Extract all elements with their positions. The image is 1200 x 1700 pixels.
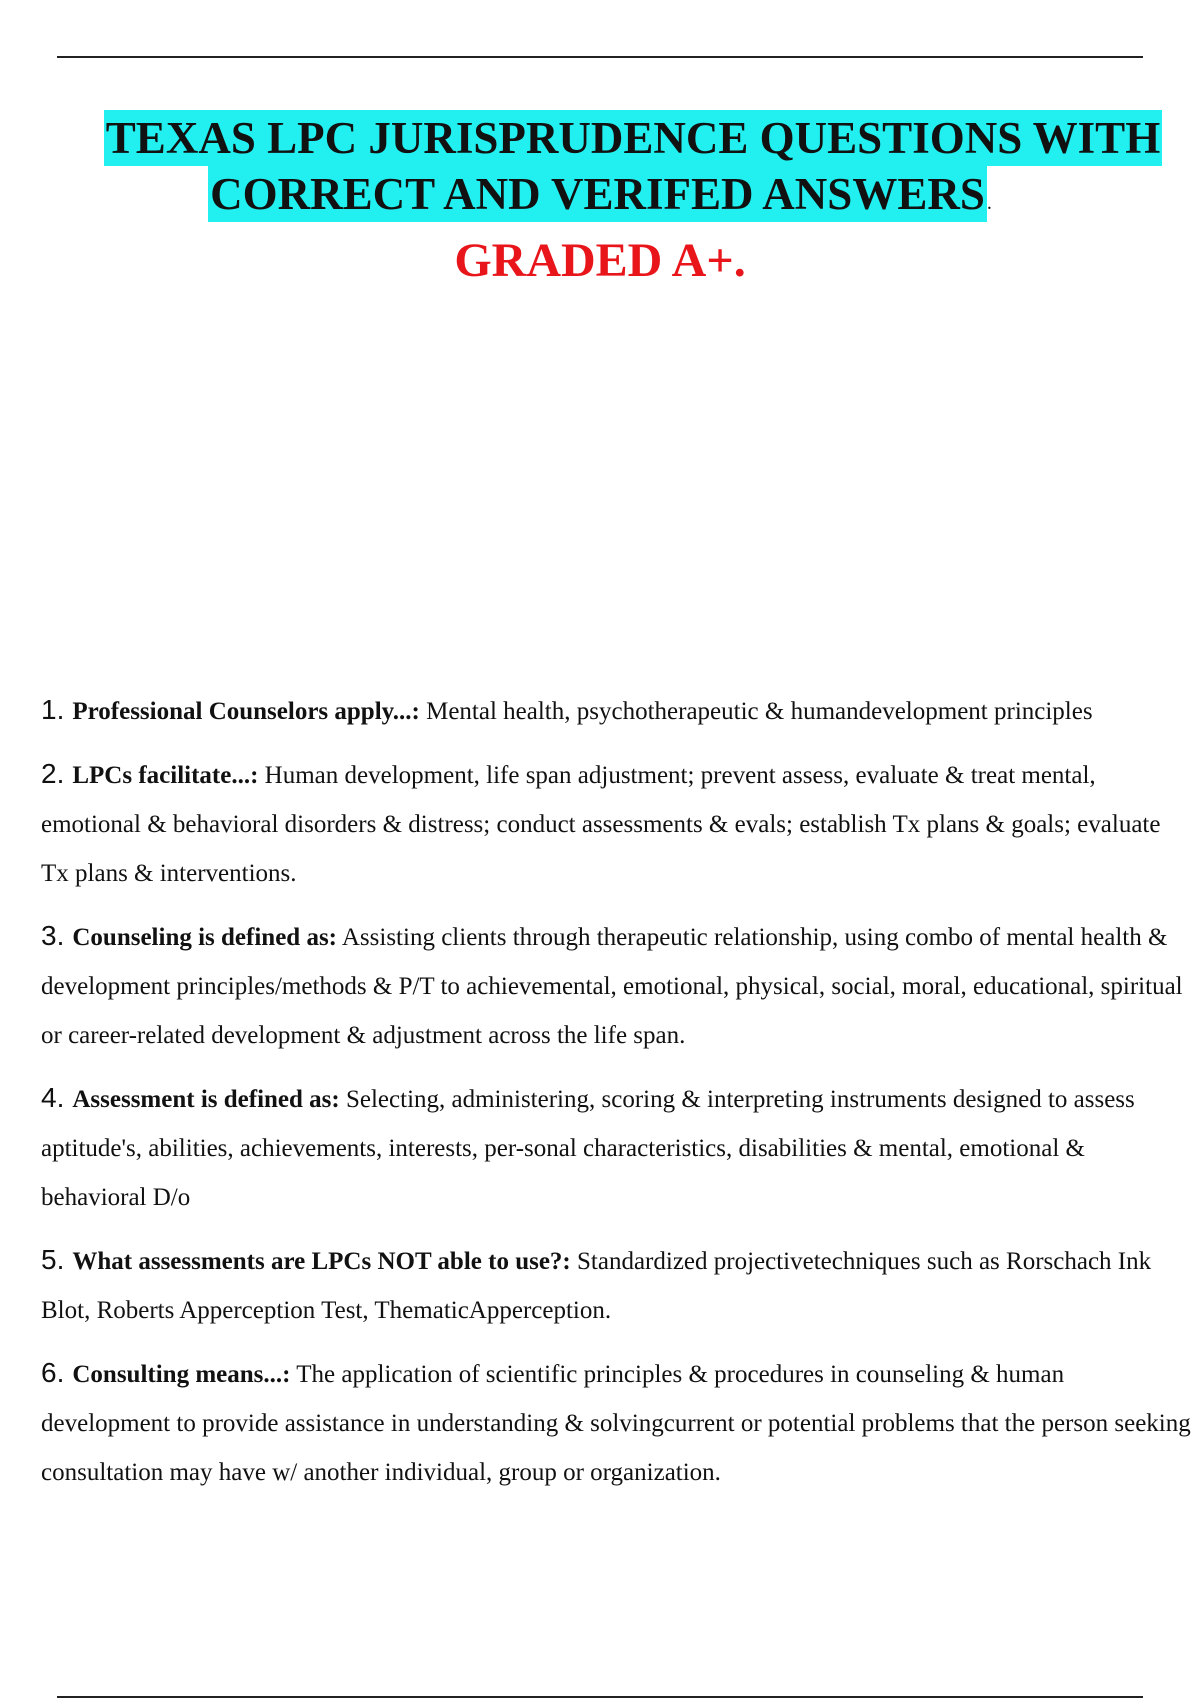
question-item — [41, 911, 1191, 1060]
answer-text: Assisting clients through therapeutic relationship, using combo of mental health & development principles/methods & P/T to achievemental, emotional, physical, social, moral, educational, spiritual or career-related development & adjustment across the life span. — [41, 924, 1183, 1049]
question-number: 6. — [41, 1357, 65, 1388]
document-header — [0, 110, 1200, 291]
question-text: What assessments are LPCs NOT able to use?: — [72, 1248, 571, 1275]
bottom-rule — [57, 1696, 1143, 1698]
answer-text: Mental health, psychotherapeutic & humandevelopment principles — [426, 698, 1093, 725]
question-item — [41, 685, 1191, 736]
question-text: Assessment is defined as: — [72, 1086, 340, 1113]
question-number: 3. — [41, 920, 65, 951]
question-item — [41, 1235, 1191, 1335]
title-line-2-period: . — [986, 192, 992, 214]
question-item — [41, 1348, 1191, 1497]
question-text: Professional Counselors apply...: — [72, 698, 420, 725]
title-line-2: CORRECT AND VERIFED ANSWERS — [208, 166, 987, 222]
question-number: 5. — [41, 1244, 65, 1275]
top-rule — [57, 56, 1143, 58]
question-number: 2. — [41, 758, 65, 789]
answer-text: Human development, life span adjustment; prevent assess, evaluate & treat mental, emotional & behavioral disorders & distress; conduct assessments & evals; establish Tx plans & goals; evaluate Tx plans & interventions. — [41, 762, 1161, 887]
question-text: Consulting means...: — [72, 1361, 291, 1388]
question-number: 1. — [41, 694, 65, 725]
title-line-1: TEXAS LPC JURISPRUDENCE QUESTIONS WITH — [104, 110, 1162, 166]
answer-text: Selecting, administering, scoring & interpreting instruments designed to assess aptitude's, abilities, achievements, interests, per-sonal characteristics, disabilities & mental, emotional & behavioral D/o — [41, 1086, 1135, 1211]
grade-label: GRADED A+. — [454, 234, 746, 287]
question-list — [41, 685, 1191, 1510]
question-item — [41, 749, 1191, 898]
answer-text: Standardized projectivetechniques such as Rorschach Ink Blot, Roberts Apperception Test, ThematicApperception. — [41, 1248, 1152, 1324]
question-text: Counseling is defined as: — [72, 924, 337, 951]
answer-text: The application of scientific principles & procedures in counseling & human development to provide assistance in understanding & solvingcurrent or potential problems that the person seeking consultation may have w/ another individual, group or organization. — [41, 1361, 1191, 1486]
question-text: LPCs facilitate...: — [72, 762, 259, 789]
question-item — [41, 1073, 1191, 1222]
question-number: 4. — [41, 1082, 65, 1113]
